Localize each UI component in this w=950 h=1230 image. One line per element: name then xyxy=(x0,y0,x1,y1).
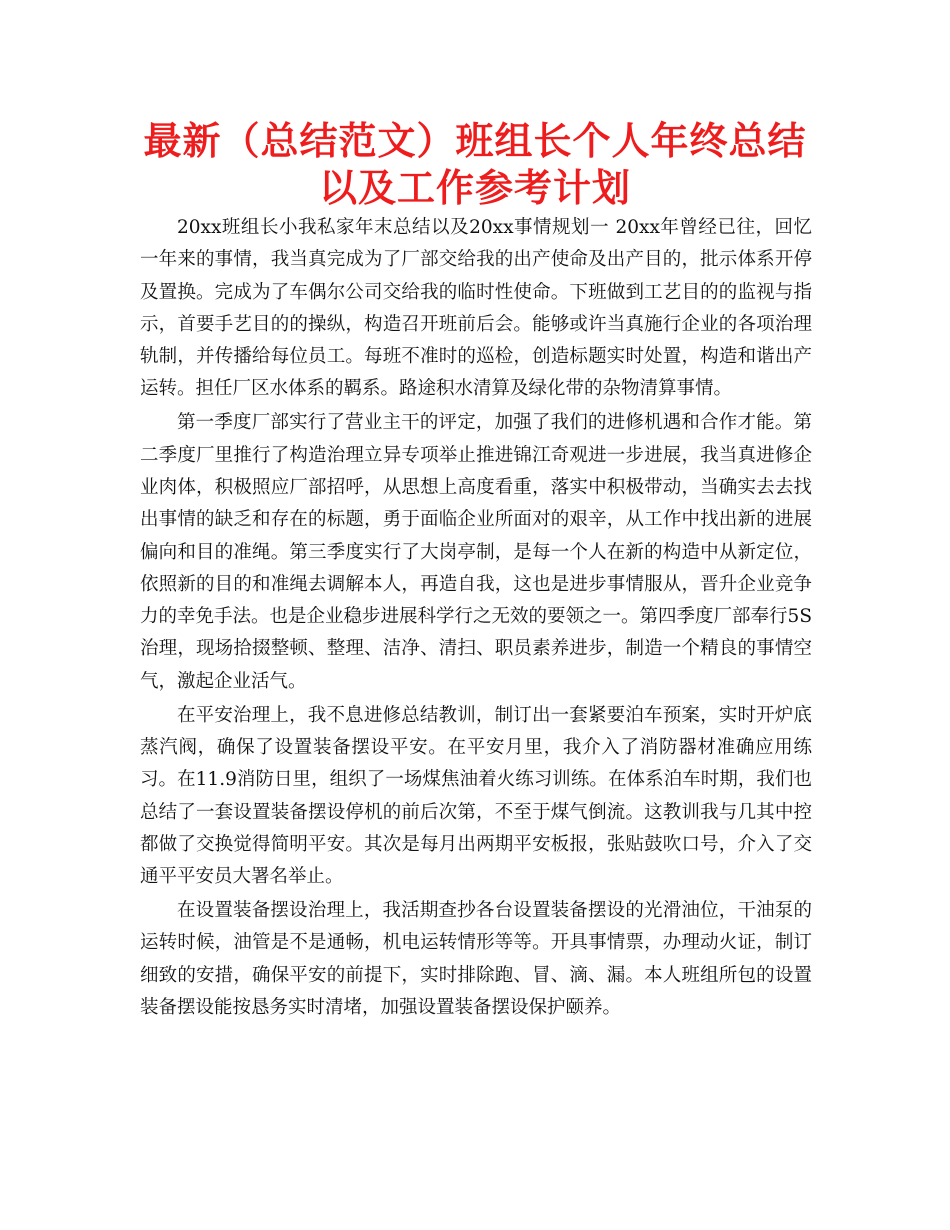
paragraph: 在平安治理上，我不息进修总结教训，制订出一套紧要泊车预案，实时开炉底蒸汽阀，确保了设置装备摆设平安。在平安月里，我介入了消防器材准确应用练习。在11.9消防日里，组织了一场煤焦油着火练习训练。在体系泊车时期，我们也总结了一套设置装备摆设停机的前后次第，不至于煤气倒流。这教训我与几其中控都做了交换觉得简明平安。其次是每月出两期平安板报，张贴鼓吹口号，介入了交通平平安员大署名举止。 xyxy=(140,704,812,888)
paragraph: 20xx班组长小我私家年末总结以及20xx事情规划一 20xx年曾经已往，回忆一年来的事情，我当真完成为了厂部交给我的出产使命及出产目的，批示体系开停及置换。完成为了车偶尔公司交给我的临时性使命。下班做到工艺目的的监视与指示，首要手艺目的的操纵，构造召开班前后会。能够或许当真施行企业的各项治理轨制，并传播给每位员工。每班不准时的巡检，创造标题实时处置，构造和谐出产运转。担任厂区水体系的羁系。路途积水清算及绿化带的杂物清算事情。 xyxy=(140,217,812,400)
document-title: 最新（总结范文）班组长个人年终总结以及工作参考计划 xyxy=(143,119,807,210)
paragraph: 第一季度厂部实行了营业主干的评定，加强了我们的进修机遇和合作才能。第二季度厂里推行了构造治理立异专项举止推进锦江奇观进一步进展，我当真进修企业肉体，积极照应厂部招呼，从思想上高度看重，落实中积极带动，当确实去去找出事情的缺乏和存在的标题，勇于面临企业所面对的艰辛，从工作中找出新的进展偏向和目的准绳。第三季度实行了大岗亭制，是每一个人在新的构造中从新定位，依照新的目的和准绳去调解本人，再造自我，这也是进步事情服从，晋升企业竞争力的幸免手法。也是企业稳步进展科学行之无效的要领之一。第四季度厂部奉行5S治理，现场拾掇整顿、整理、洁净、清扫、职员素养进步，制造一个精良的事情空气，激起企业活气。 xyxy=(140,412,812,692)
paragraph: 在设置装备摆设治理上，我活期查抄各台设置装备摆设的光滑油位，干油泵的运转时候，油管是不是通畅，机电运转情形等等。开具事情票，办理动火证，制订细致的安措，确保平安的前提下，实时排除跑、冒、滴、漏。本人班组所包的设置装备摆设能按恳务实时清堵，加强设置装备摆设保护颐养。 xyxy=(140,900,812,1018)
document-body xyxy=(140,212,812,1026)
